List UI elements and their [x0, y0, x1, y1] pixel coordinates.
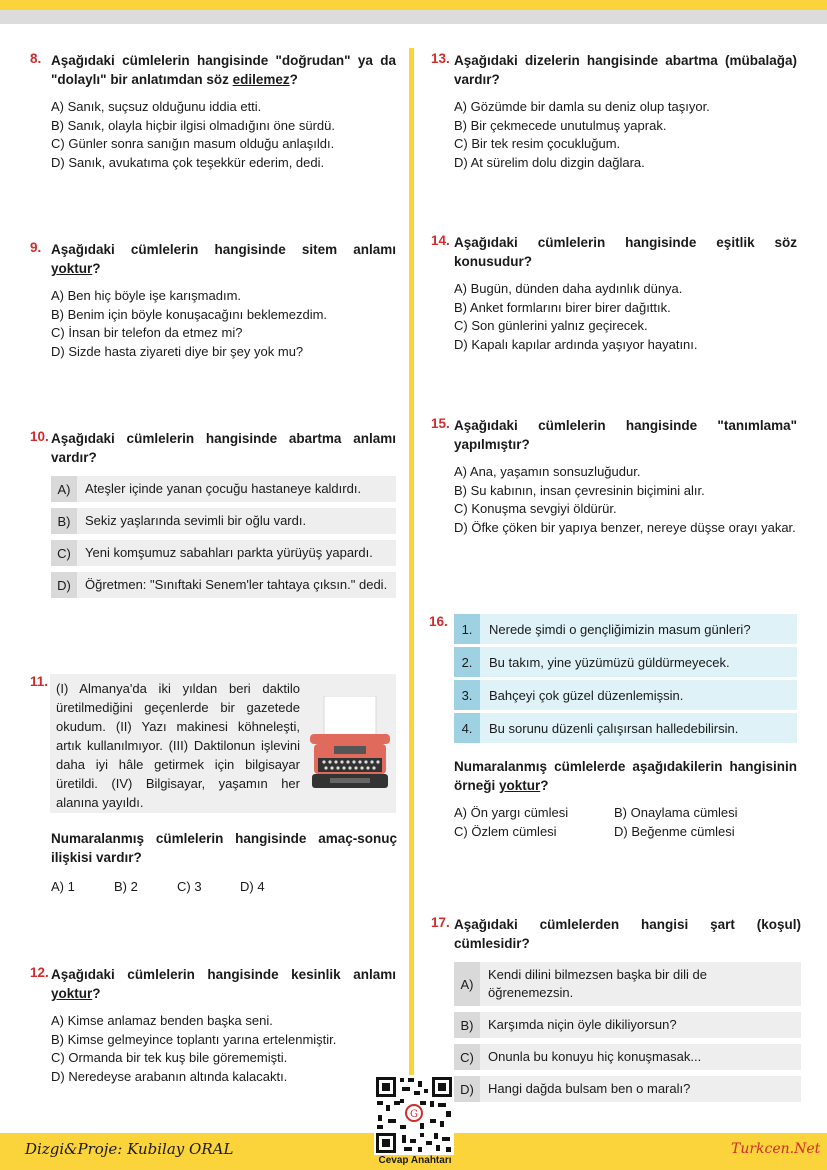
- option-c[interactable]: C) Ormanda bir tek kuş bile görememişti.: [51, 1050, 288, 1066]
- sentence-1: 1. Nerede şimdi o gençliğimizin masum günleri?: [454, 614, 797, 644]
- option-a[interactable]: A) Bugün, dünden daha aydınlık dünya.: [454, 281, 683, 296]
- sentence-3: 3. Bahçeyi çok güzel düzenlemişsin.: [454, 680, 797, 710]
- typewriter-icon: [308, 696, 392, 792]
- option-a[interactable]: A) Kimse anlamaz benden başka seni.: [51, 1013, 273, 1028]
- qr-code-icon[interactable]: [374, 1075, 454, 1155]
- option-c[interactable]: C) İnsan bir telefon da etmez mi?: [51, 325, 243, 341]
- question-number: 10.: [30, 429, 49, 444]
- question-11-passage: [50, 674, 396, 813]
- question-number: 9.: [30, 240, 42, 255]
- option-c[interactable]: C) Son günlerini yalnız geçirecek.: [454, 318, 648, 334]
- option-d[interactable]: D) Sanık, avukatıma çok teşekkür ederim, dedi.: [51, 154, 325, 170]
- option-d[interactable]: D) Öfke çöken bir yapıya benzer, nereye düşse orayı yakar.: [454, 519, 796, 535]
- question-number: 16.: [429, 614, 448, 629]
- question-13: [431, 51, 797, 172]
- option-c[interactable]: C) Özlem cümlesi: [454, 823, 557, 839]
- option-b[interactable]: B) Benim için böyle konuşacağını beklemezdim.: [51, 306, 328, 322]
- brand-logo[interactable]: Turkcen.Net: [731, 1141, 821, 1157]
- options: [454, 280, 797, 354]
- question-stem: Aşağıdaki cümlelerin hangisinde sitem anlamı yoktur?: [51, 242, 396, 276]
- option-d[interactable]: D) At sürelim dolu dizgin dağlara.: [454, 154, 645, 170]
- options: [51, 98, 396, 172]
- question-11: [51, 829, 397, 894]
- question-number: 14.: [431, 233, 450, 248]
- option-b[interactable]: B) Su kabının, insan çevresinin biçimini alır.: [454, 482, 705, 498]
- qr-label: Cevap Anahtarı: [378, 1155, 452, 1166]
- svg-text:G: G: [410, 1109, 418, 1120]
- options: [51, 287, 396, 361]
- option-c[interactable]: C) Günler sonra sanığın masum olduğu anlaşıldı.: [51, 136, 335, 152]
- options: [454, 804, 797, 841]
- option-a[interactable]: A) Sanık, suçsuz olduğunu iddia etti.: [51, 99, 262, 114]
- sentence-2: 2. Bu takım, yine yüzümüzü güldürmeyecek.: [454, 647, 797, 677]
- option-c[interactable]: C) 3: [177, 879, 202, 894]
- option-d[interactable]: D) Neredeyse arabanın altında kalacaktı.: [51, 1068, 288, 1084]
- option-a[interactable]: A) Kendi dilini bilmezsen başka bir dili de öğrenemezsin.: [454, 962, 801, 1006]
- question-14: [431, 233, 797, 354]
- question-17: [431, 915, 801, 1108]
- question-8: [30, 51, 396, 172]
- option-d[interactable]: D) Öğretmen: "Sınıftaki Senem'ler tahtaya çıksın." dedi.: [51, 572, 396, 598]
- option-d[interactable]: D) Beğenme cümlesi: [614, 823, 735, 839]
- option-a[interactable]: A) Ana, yaşamın sonsuzluğudur.: [454, 464, 641, 479]
- question-9: [30, 240, 396, 361]
- option-b[interactable]: B) Sekiz yaşlarında sevimli bir oğlu vardı.: [51, 508, 396, 534]
- passage-text: (I) Almanya'da iki yıldan beri daktilo üretilmediğini geçenlerde bir gazetede okudum. (II) Yazı makinesi köhneleşti, artık kullanılmıyor. (III) Daktilonun işlevini daha iyi hâle getirmek için bilgisayar üretildi. (IV) Bilgisayar, yaşamın her alanına yayıldı.: [56, 681, 300, 810]
- option-a[interactable]: A) Ön yargı cümlesi: [454, 805, 569, 820]
- question-stem: Aşağıdaki dizelerin hangisinde abartma (mübalağa) vardır?: [454, 53, 797, 87]
- question-number: 15.: [431, 416, 450, 431]
- options: [454, 962, 801, 1102]
- footer-credit: Dizgi&Proje: Kubilay ORAL: [25, 1140, 234, 1158]
- option-b[interactable]: B) Karşımda niçin öyle dikiliyorsun?: [454, 1012, 801, 1038]
- question-11-number: 11.: [30, 674, 49, 689]
- option-c[interactable]: C) Onunla bu konuyu hiç konuşmasak...: [454, 1044, 801, 1070]
- question-15: [431, 416, 797, 537]
- question-number: 8.: [30, 51, 42, 66]
- options: [454, 463, 797, 537]
- option-c[interactable]: C) Yeni komşumuz sabahları parkta yürüyüş yapardı.: [51, 540, 396, 566]
- question-stem: Aşağıdaki cümlelerin hangisinde "doğrudan" ya da "dolaylı" bir anlatımdan söz edilemez?: [51, 53, 396, 87]
- question-stem: Aşağıdaki cümlelerin hangisinde "tanımlama" yapılmıştır?: [454, 418, 797, 452]
- option-d[interactable]: D) Sizde hasta ziyareti diye bir şey yok mu?: [51, 343, 304, 359]
- option-b[interactable]: B) Kimse gelmeyince toplantı yarına ertelenmiştir.: [51, 1031, 337, 1047]
- question-16: [429, 614, 797, 841]
- question-number: 13.: [431, 51, 450, 66]
- option-a[interactable]: A) 1: [51, 879, 75, 894]
- option-a[interactable]: A) Ateşler içinde yanan çocuğu hastaneye kaldırdı.: [51, 476, 396, 502]
- numbered-sentences: [454, 614, 797, 743]
- options: [51, 1012, 396, 1086]
- option-b[interactable]: B) Sanık, olayla hiçbir ilgisi olmadığını öne sürdü.: [51, 117, 335, 133]
- option-d[interactable]: D) Hangi dağda bulsam ben o maralı?: [454, 1076, 801, 1102]
- options: [454, 98, 797, 172]
- option-a[interactable]: A) Ben hiç böyle işe karışmadım.: [51, 288, 242, 303]
- question-10: [30, 429, 396, 604]
- options: [51, 476, 396, 598]
- question-number: 17.: [431, 915, 450, 930]
- options: [51, 879, 397, 894]
- option-c[interactable]: C) Bir tek resim çocukluğum.: [454, 136, 621, 152]
- sentence-4: 4. Bu sorunu düzenli çalışırsan halledebilirsin.: [454, 713, 797, 743]
- option-c[interactable]: C) Konuşma sevgiyi öldürür.: [454, 501, 617, 517]
- question-number: 12.: [30, 965, 49, 980]
- question-stem: Aşağıdaki cümlelerden hangisi şart (koşul) cümlesidir?: [454, 917, 801, 951]
- question-stem: Aşağıdaki cümlelerin hangisinde eşitlik söz konusudur?: [454, 235, 797, 269]
- question-stem: Aşağıdaki cümlelerin hangisinde abartma anlamı vardır?: [51, 431, 396, 465]
- top-gray-band: [0, 10, 827, 24]
- option-d[interactable]: D) 4: [240, 879, 265, 894]
- question-stem: Numaralanmış cümlelerde aşağıdakilerin hangisinin örneği yoktur?: [454, 759, 797, 793]
- top-accent-bar: [0, 0, 827, 10]
- question-12: [30, 965, 396, 1086]
- question-stem: Numaralanmış cümlelerin hangisinde amaç-sonuç ilişkisi vardır?: [51, 831, 397, 865]
- option-b[interactable]: B) Onaylama cümlesi: [614, 805, 738, 820]
- option-b[interactable]: B) 2: [114, 879, 138, 894]
- option-a[interactable]: A) Gözümde bir damla su deniz olup taşıyor.: [454, 99, 710, 114]
- option-b[interactable]: B) Anket formlarını birer birer dağıttık.: [454, 299, 671, 315]
- option-d[interactable]: D) Kapalı kapılar ardında yaşıyor hayatını.: [454, 336, 698, 352]
- option-b[interactable]: B) Bir çekmecede unutulmuş yaprak.: [454, 117, 667, 133]
- column-divider: [409, 48, 414, 1133]
- question-stem: Aşağıdaki cümlelerin hangisinde kesinlik anlamı yoktur?: [51, 967, 396, 1001]
